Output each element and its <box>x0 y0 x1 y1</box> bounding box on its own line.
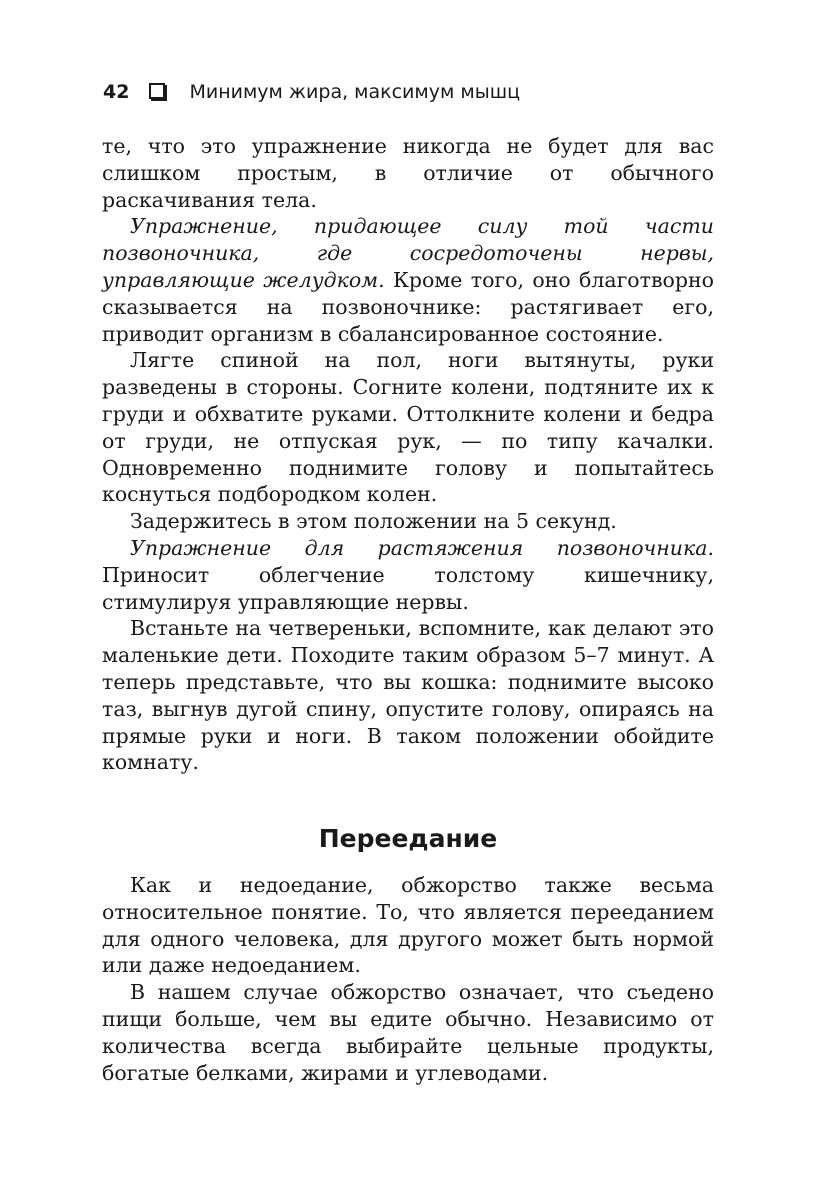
page-number: 42 <box>103 81 130 103</box>
paragraph-text: Приносит облегчение толстому кишечнику, стимулируя управляющие нервы. <box>102 562 714 614</box>
paragraph-exercise-stomach <box>102 213 714 347</box>
section-heading: Переедание <box>318 824 498 853</box>
section-paragraph-2: В нашем случае обжорство означает, что съедено пищи больше, чем вы едите обычно. Независимо от количества всегда выбирайте цельные продукты, богатые белками, жирами и углеводами. <box>102 980 714 1085</box>
paragraph-continuation: те, что это упражнение никогда не будет для вас слишком простым, в отличие от обычного раскачивания тела. <box>102 134 714 212</box>
paragraph-instructions: Лягте спиной на пол, ноги вытянуты, руки разведены в стороны. Согните колени, подтяните их к груди и обхватите руками. Оттолкните колени и бедра от груди, не отпуская рук, — по типу качалки. Одновременно поднимите голову и попытайтесь коснуться подбородком колен. <box>102 348 714 507</box>
running-header <box>103 80 520 104</box>
paragraph-hold: Задержитесь в этом положении на 5 секунд. <box>130 509 617 534</box>
paragraph-text: Кроме того, оно благотворно сказывается на позвоночнике: растягивает его, приводит организм в сбалансированное состояние. <box>102 267 714 346</box>
paragraph-exercise-spine <box>102 535 714 615</box>
body-text-top <box>102 133 714 776</box>
exercise-title-italic: Упражнение для растяжения позвоночника. <box>130 535 714 560</box>
body-text-section <box>102 872 714 1086</box>
section-paragraph-1: Как и недоедание, обжорство также весьма относительное понятие. То, что является перееданием для одного человека, для другого может быть нормой или даже недоеданием. <box>102 873 714 978</box>
square-icon <box>149 83 165 99</box>
paragraph-cat-pose: Встаньте на четвереньки, вспомните, как делают это маленькие дети. Походите таким образом 5–7 минут. А теперь представьте, что вы кошка: поднимите высоко таз, выгнув дугой спину, опустите голову, опираясь на прямые руки и ноги. В таком положении обойдите комнату. <box>102 616 714 775</box>
book-title: Минимум жира, максимум мышц <box>189 81 521 103</box>
exercise-title-italic: Упражнение, придающее силу той части позвоночника, где сосредоточены нервы, управляющие желудком. <box>102 214 714 292</box>
